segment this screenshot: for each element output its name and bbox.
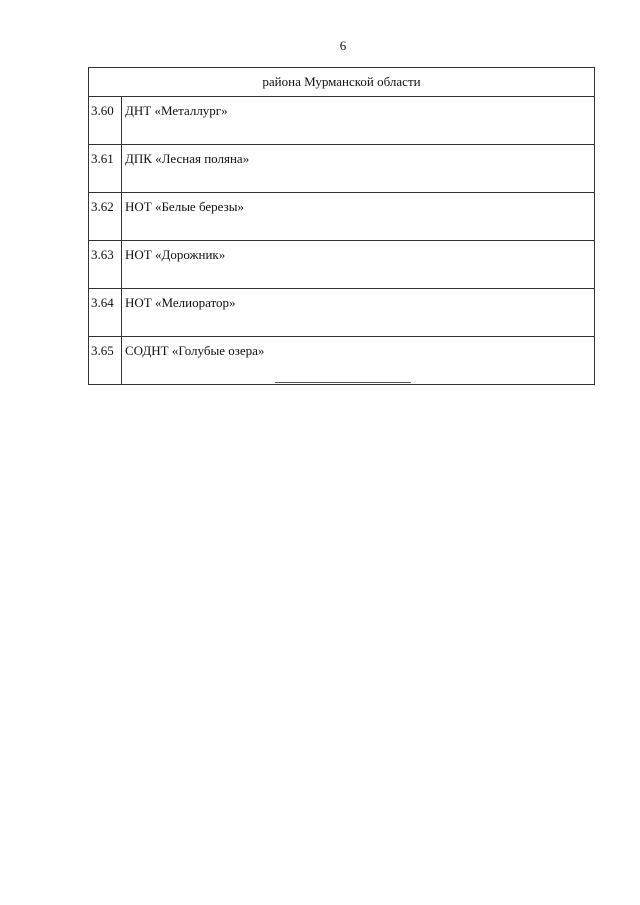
row-number: 3.62 bbox=[89, 193, 122, 241]
organizations-table bbox=[88, 67, 595, 385]
row-number: 3.61 bbox=[89, 145, 122, 193]
row-number: 3.60 bbox=[89, 97, 122, 145]
organization-name: ДНТ «Металлург» bbox=[122, 97, 595, 145]
organization-name: НОТ «Белые березы» bbox=[122, 193, 595, 241]
table-header-cell: района Мурманской области bbox=[89, 68, 595, 97]
end-of-document-rule bbox=[275, 382, 411, 383]
table-header-row bbox=[89, 68, 595, 97]
organization-name: СОДНТ «Голубые озера» bbox=[122, 337, 595, 385]
organization-name: ДПК «Лесная поляна» bbox=[122, 145, 595, 193]
row-number: 3.65 bbox=[89, 337, 122, 385]
organization-name: НОТ «Дорожник» bbox=[122, 241, 595, 289]
table-row bbox=[89, 241, 595, 289]
organization-name: НОТ «Мелиоратор» bbox=[122, 289, 595, 337]
table-row bbox=[89, 337, 595, 385]
table-row bbox=[89, 145, 595, 193]
table-row bbox=[89, 289, 595, 337]
page-number: 6 bbox=[339, 38, 347, 53]
row-number: 3.64 bbox=[89, 289, 122, 337]
table-row bbox=[89, 193, 595, 241]
row-number: 3.63 bbox=[89, 241, 122, 289]
table-row bbox=[89, 97, 595, 145]
